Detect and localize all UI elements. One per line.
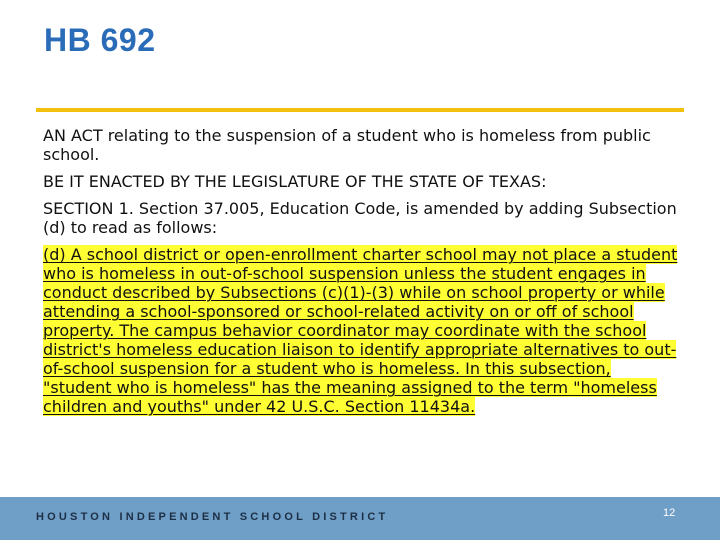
enacted-paragraph: BE IT ENACTED BY THE LEGISLATURE OF THE STATE OF TEXAS: (43, 172, 547, 191)
slide-body (43, 126, 683, 424)
footer-organization: HOUSTON INDEPENDENT SCHOOL DISTRICT (36, 511, 389, 523)
section-paragraph: SECTION 1. Section 37.005, Education Code, is amended by adding Subsection (d) to read as follows: (43, 199, 677, 237)
amendment-highlight: (d) A school district or open-enrollment charter school may not place a student who is homeless in out-of-school suspension unless the student engages in conduct described by Subsections (c)(1)-(3) while on school property or while attending a school-sponsored or school-related activity on or off of school property. The campus behavior coordinator may coordinate with the school district's homeless education liaison to identify appropriate alternatives to out-of-school suspension for a student who is homeless. In this subsection, "student who is homeless" has the meaning assigned to the term "homeless children and youths" under 42 U.S.C. Section 11434a. (43, 245, 678, 416)
title-divider (36, 108, 684, 112)
page-number: 12 (663, 507, 676, 519)
slide-title: HB 692 (44, 22, 156, 58)
act-paragraph: AN ACT relating to the suspension of a student who is homeless from public school. (43, 126, 651, 164)
amendment-paragraph (43, 245, 683, 416)
footer-bar (0, 497, 720, 540)
